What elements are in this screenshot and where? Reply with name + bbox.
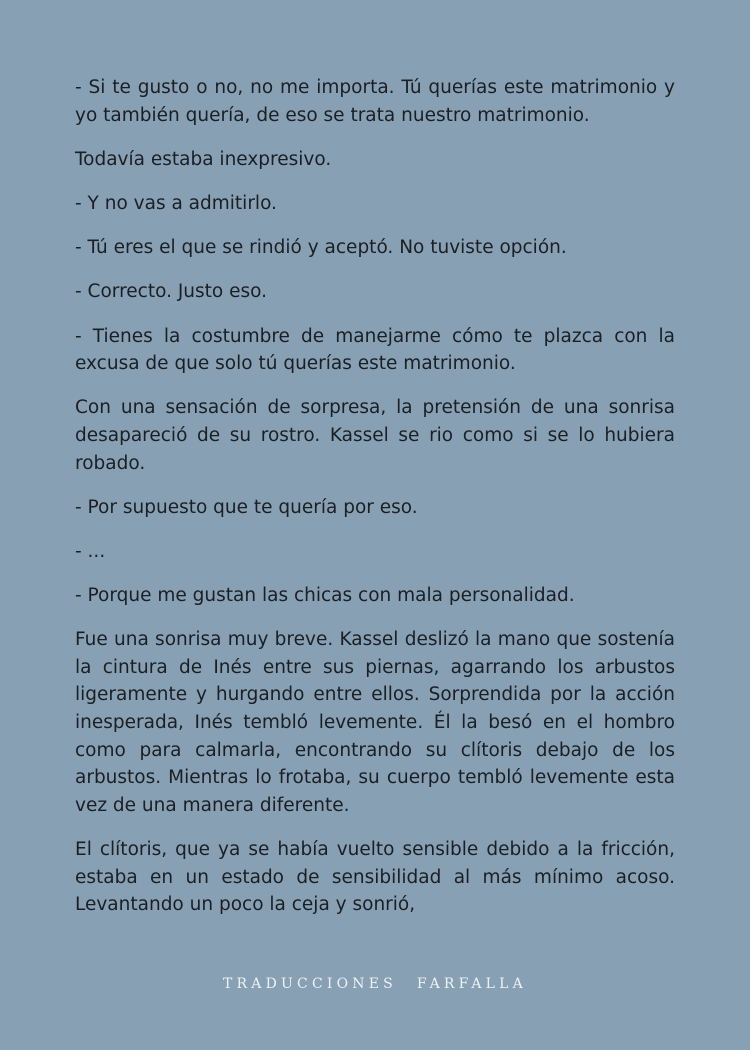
paragraph-dialogue-6: - Por supuesto que te quería por eso. — [75, 496, 418, 518]
footer-word-farfalla: FARFALLA — [416, 976, 527, 992]
paragraph-narration-3: Fue una sonrisa muy breve. Kassel deslizó la mano que sostenía la cintura de Inés entre sus piernas, agarrando los arbustos ligeramente y hurgando entre ellos. Sorprendida por la acción inesperada, Inés tembló levemente. Él la besó en el hombro como para calmarla, encontrando su clítoris debajo de los arbustos. Mientras lo frotaba, su cuerpo tembló levemente esta vez de una manera diferente. — [75, 629, 675, 816]
paragraph-narration-1: Todavía estaba inexpresivo. — [75, 148, 332, 170]
paragraph-dialogue-4: - Correcto. Justo eso. — [75, 281, 268, 303]
document-body — [75, 74, 675, 919]
paragraph-dialogue-1: - Si te gusto o no, no me importa. Tú querías este matrimonio y yo también quería, de eso se trata nuestro matrimonio. — [75, 77, 675, 126]
footer-credit — [0, 974, 750, 994]
paragraph-dialogue-3: - Tú eres el que se rindió y aceptó. No tuviste opción. — [75, 237, 567, 259]
paragraph-narration-2: Con una sensación de sorpresa, la pretensión de una sonrisa desapareció de su rostro. Kassel se rio como si se lo hubiera robado. — [75, 397, 675, 474]
paragraph-dialogue-8: - Porque me gustan las chicas con mala personalidad. — [75, 585, 575, 607]
paragraph-dialogue-2: - Y no vas a admitirlo. — [75, 192, 277, 214]
paragraph-dialogue-7: - ... — [75, 540, 106, 562]
paragraph-dialogue-5: - Tienes la costumbre de manejarme cómo te plazca con la excusa de que solo tú querías este matrimonio. — [75, 325, 675, 375]
paragraph-narration-4: El clítoris, que ya se había vuelto sensible debido a la fricción, estaba en un estado de sensibilidad al más mínimo acoso. Levantando un poco la ceja y sonrió, — [75, 839, 675, 916]
footer-word-traducciones: TRADUCCIONES — [223, 976, 397, 992]
